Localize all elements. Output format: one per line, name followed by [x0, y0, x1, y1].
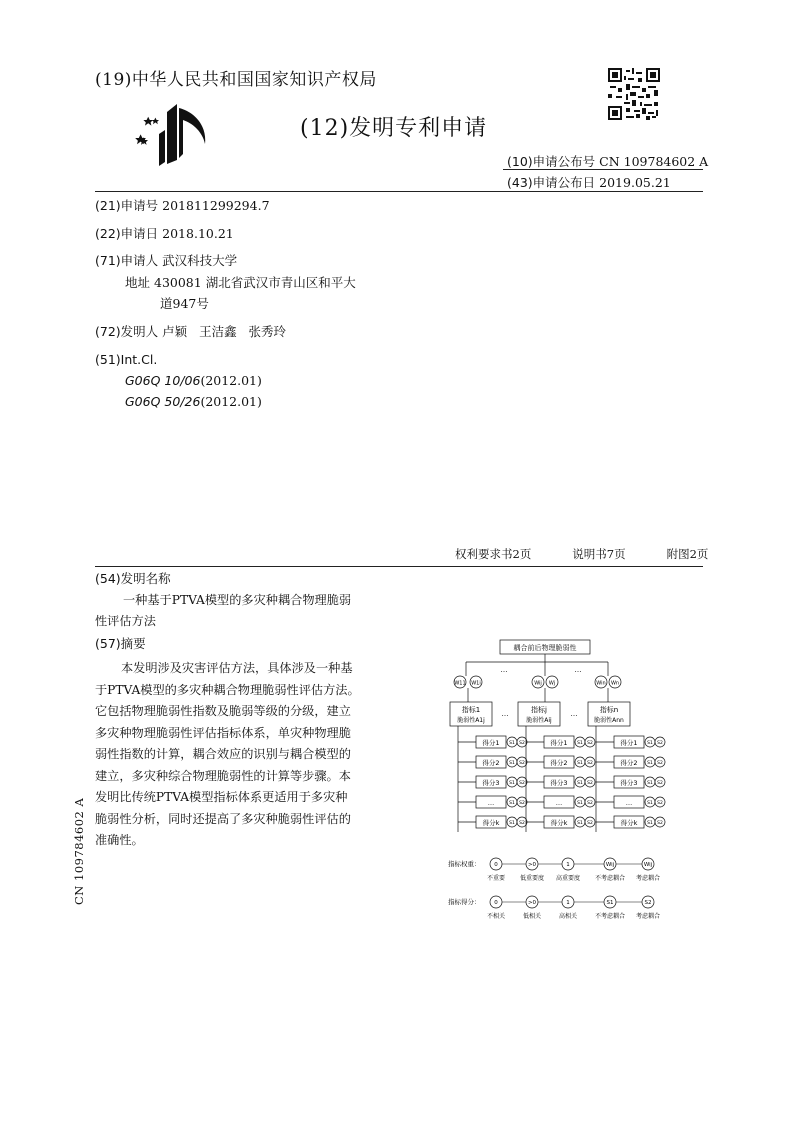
score-circle-label: S1 — [577, 801, 583, 806]
score-label: 得分1 — [620, 739, 638, 747]
ipc-code: G06Q 10/06 — [125, 373, 201, 388]
ipc-date: (2012.01) — [200, 394, 262, 409]
legend-symbol: 0 — [494, 900, 498, 906]
ipc-date: (2012.01) — [200, 373, 262, 388]
abstract-line: 建立，多灾种综合物理脆弱性的计算等步骤。本 — [95, 768, 351, 783]
score-circle-label: S2 — [587, 821, 593, 826]
weight-label: W11 — [454, 680, 466, 687]
indicator-label: 脆弱性Ann — [594, 717, 624, 724]
abstract-line: 它包括物理脆弱性指数及脆弱等级的分级，建立 — [95, 704, 351, 718]
score-circle-label: S2 — [587, 741, 593, 746]
abstract-line: 多灾种物理脆弱性评估指标体系，单灾种物理脆 — [95, 725, 351, 740]
inventors-label: (72)发明人 — [95, 324, 159, 339]
legend-caption: 不相关 — [486, 913, 506, 920]
score-circle-label: S2 — [519, 801, 525, 806]
score-circle-label: S1 — [509, 761, 515, 766]
figure-legend — [448, 850, 694, 940]
indicator-label: 脆弱性A1j — [457, 717, 485, 724]
abstract-line: 于PTVA模型的多灾种耦合物理脆弱性评估方法。 — [95, 682, 360, 697]
application-date-value: 2018.10.21 — [162, 226, 234, 241]
score-circle-label: S1 — [509, 781, 515, 786]
legend-items — [487, 858, 660, 920]
address-line-1: 430081 湖北省武汉市青山区和平大 — [154, 275, 356, 290]
ipc-label: (51)Int.Cl. — [95, 352, 158, 367]
score-circle-label: S1 — [647, 781, 653, 786]
invention-title — [95, 590, 390, 632]
score-circle-label: S2 — [657, 821, 663, 826]
ipc-code-1 — [125, 373, 262, 389]
publication-number-label: (10)申请公布号 — [507, 154, 596, 169]
page-counts: 权利要求书2页 说明书7页 附图2页 — [455, 547, 709, 561]
dots: … — [501, 710, 509, 718]
weight-label: Win — [596, 680, 606, 687]
score-label: … — [555, 799, 563, 807]
title-label: (54)发明名称 — [95, 571, 171, 586]
score-circle-label: S1 — [577, 741, 583, 746]
score-label: 得分k — [482, 819, 500, 827]
legend-symbol: >0 — [527, 900, 537, 906]
legend-symbol: 1 — [566, 900, 570, 906]
legend-symbol: S1 — [606, 900, 614, 906]
score-circle-label: S1 — [577, 821, 583, 826]
legend-weight-label: 指标权重： — [448, 860, 481, 868]
score-circle-label: S2 — [587, 801, 593, 806]
publication-number — [507, 152, 708, 170]
score-label: 得分2 — [482, 759, 500, 767]
score-circle-label: S1 — [509, 741, 515, 746]
score-label: 得分3 — [482, 779, 500, 787]
publication-date — [507, 173, 671, 191]
score-circle-label: S1 — [577, 781, 583, 786]
dots: … — [574, 666, 582, 674]
weight-label: W1i — [471, 680, 481, 687]
applicant — [95, 253, 237, 269]
weight-label: Wj — [548, 680, 556, 687]
score-label: 得分3 — [620, 779, 638, 787]
score-circle-label: S1 — [509, 821, 515, 826]
score-circle-label: S1 — [647, 741, 653, 746]
document-type: (12)发明专利申请 — [300, 116, 488, 141]
score-circle-label: S2 — [519, 741, 525, 746]
inventors-value: 卢颖 王洁鑫 张秀玲 — [162, 324, 286, 339]
section-divider — [95, 566, 703, 567]
score-circle-label: S2 — [657, 801, 663, 806]
qr-code — [608, 68, 660, 120]
abstract-body — [95, 658, 390, 852]
indicator-label: 指标1 — [461, 706, 481, 714]
score-label: … — [625, 799, 633, 807]
score-circle-label: S2 — [657, 741, 663, 746]
legend-caption: 低重要度 — [519, 875, 545, 882]
application-date-label: (22)申请日 — [95, 226, 159, 241]
application-number-value: 201811299294.7 — [162, 198, 270, 213]
legend-caption: 不考虑耦合 — [594, 875, 626, 882]
legend-caption: 不重要 — [486, 875, 506, 882]
address-line-2: 道947号 — [160, 296, 209, 311]
score-label: 得分1 — [550, 739, 568, 747]
publication-date-value: 2019.05.21 — [599, 175, 671, 190]
score-circle-label: S2 — [587, 761, 593, 766]
applicant-label: (71)申请人 — [95, 253, 159, 268]
header-divider — [503, 169, 703, 170]
ipc-code-2 — [125, 394, 262, 410]
inventors — [95, 324, 286, 340]
spine-text: CN 109784602 A — [72, 797, 86, 905]
indicator-label: 脆弱性Aij — [526, 717, 552, 724]
title-line: 性评估方法 — [95, 614, 156, 628]
publication-number-value: CN 109784602 A — [599, 154, 709, 169]
legend-caption: 低相关 — [522, 913, 542, 920]
abstract-line: 发明比传统PTVA模型指标体系更适用于多灾种 — [95, 790, 348, 804]
score-circle-label: S2 — [519, 821, 525, 826]
application-number-label: (21)申请号 — [95, 198, 159, 213]
abstract-line: 弱性指数的计算，耦合效应的识别与耦合模型的 — [95, 747, 351, 761]
application-number — [95, 198, 270, 214]
title-line: 一种基于PTVA模型的多灾种耦合物理脆弱 — [123, 593, 352, 607]
score-circle-label: S1 — [577, 761, 583, 766]
indicator-label: 指标n — [599, 706, 619, 714]
score-circle-label: S2 — [657, 761, 663, 766]
score-circle-label: S2 — [657, 781, 663, 786]
legend-symbol: S2 — [644, 900, 652, 906]
score-circle-label: S1 — [647, 821, 653, 826]
weight-label: Wij — [534, 680, 542, 687]
score-circle-label: S2 — [519, 761, 525, 766]
indicator-label: 指标j — [531, 706, 547, 714]
abstract-line: 准确性。 — [95, 833, 144, 847]
publication-date-label: (43)申请公布日 — [507, 175, 596, 190]
legend-caption: 高重要度 — [555, 875, 581, 882]
legend-score-label: 指标得分： — [448, 898, 481, 906]
abstract-label: (57)摘要 — [95, 636, 146, 651]
abstract-line: 脆弱性分析，同时还提高了多灾种脆弱性评估的 — [95, 811, 351, 826]
abstract-line: 本发明涉及灾害评估方法，具体涉及一种基 — [121, 661, 353, 675]
legend-symbol: 0 — [494, 862, 498, 868]
ipc-code: G06Q 50/26 — [125, 394, 201, 409]
legend-caption: 考虑耦合 — [635, 875, 661, 882]
address-label: 地址 — [125, 275, 151, 290]
address — [125, 275, 356, 291]
legend-symbol: Wij — [643, 862, 653, 868]
weight-label: Wn — [610, 680, 620, 687]
score-label: 得分1 — [482, 739, 500, 747]
score-label: 得分2 — [620, 759, 638, 767]
score-label: 得分k — [620, 819, 638, 827]
abstract-figure — [448, 636, 694, 840]
score-circle-label: S1 — [647, 801, 653, 806]
score-columns — [458, 726, 665, 832]
legend-caption: 不考虑耦合 — [594, 913, 626, 920]
legend-caption: 考虑耦合 — [635, 913, 661, 920]
score-circle-label: S2 — [519, 781, 525, 786]
score-label: 得分3 — [550, 779, 568, 787]
legend-symbol: >0 — [527, 862, 537, 868]
score-label: 得分k — [550, 819, 568, 827]
office-name: (19)中华人民共和国国家知识产权局 — [95, 70, 377, 90]
application-date — [95, 226, 234, 242]
score-label: 得分2 — [550, 759, 568, 767]
legend-caption: 高相关 — [558, 913, 578, 920]
dots: … — [500, 666, 508, 674]
top-box-label: 耦合前后物理脆弱性 — [513, 644, 577, 652]
legend-symbol: Wij — [605, 862, 615, 868]
score-circle-label: S2 — [587, 781, 593, 786]
score-circle-label: S1 — [647, 761, 653, 766]
header-divider — [95, 191, 703, 192]
legend-symbol: 1 — [566, 862, 570, 868]
cnipa-emblem-icon — [133, 104, 213, 166]
score-circle-label: S1 — [509, 801, 515, 806]
applicant-value: 武汉科技大学 — [162, 253, 238, 268]
score-label: … — [487, 799, 495, 807]
dots: … — [570, 710, 578, 718]
